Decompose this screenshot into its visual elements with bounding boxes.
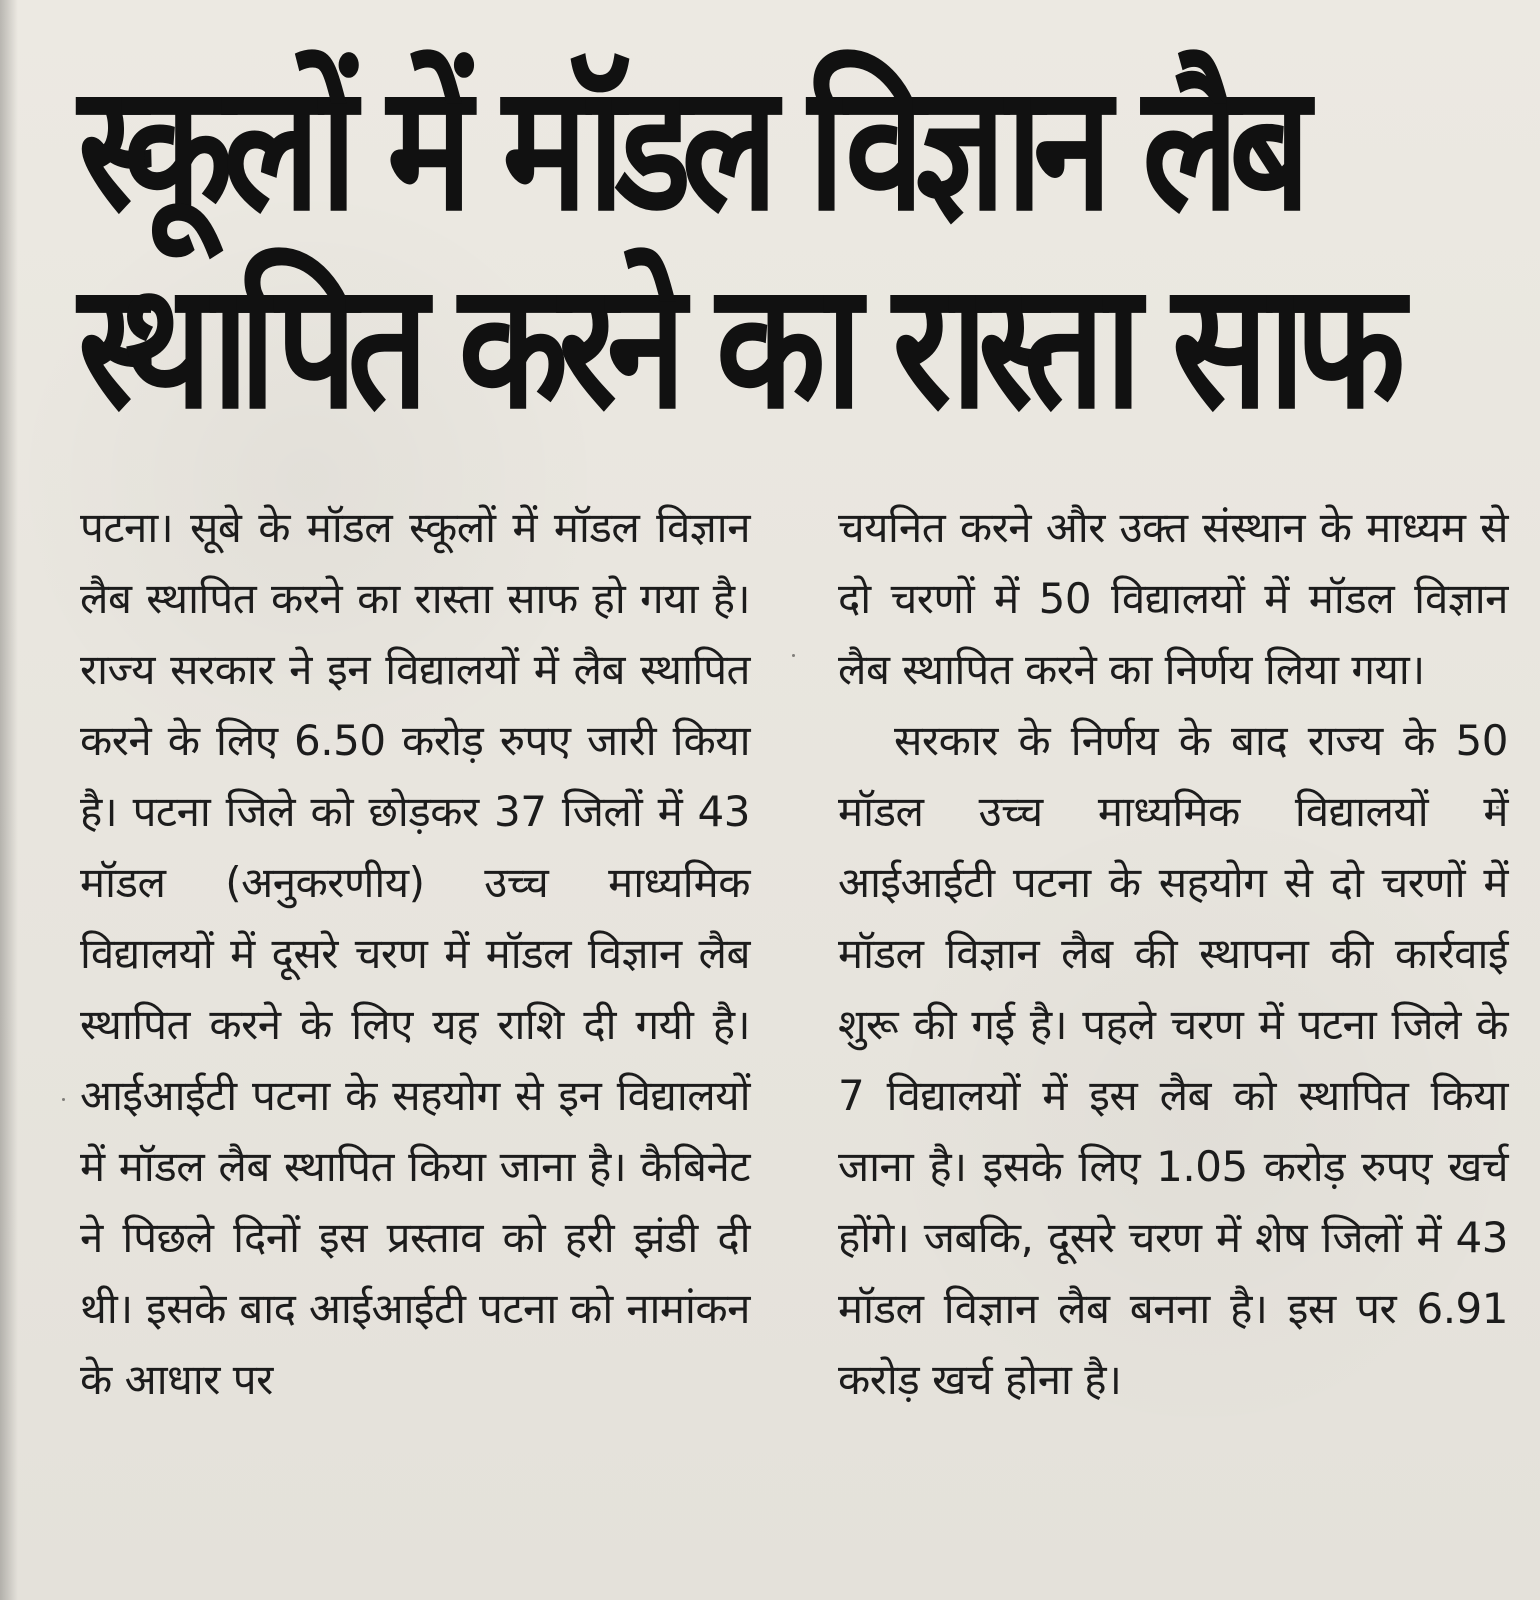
article-headline xyxy=(78,47,1396,448)
article-right-column xyxy=(838,492,1508,1415)
right-column-paragraph-1: चयनित करने और उक्त संस्थान के माध्यम से दो चरणों में 50 विद्यालयों में मॉडल विज्ञान लैब स्थापित करने का निर्णय लिया गया। xyxy=(838,503,1508,694)
scan-edge-shadow xyxy=(0,0,18,1600)
article-left-column xyxy=(80,492,750,1415)
paper-speck xyxy=(62,1098,65,1101)
right-column-paragraph-2: सरकार के निर्णय के बाद राज्य के 50 मॉडल उच्च माध्यमिक विद्यालयों में आईआईटी पटना के सहयोग से दो चरणों में मॉडल विज्ञान लैब की स्थापना की कार्रवाई शुरू की गई है। पहले चरण में पटना जिले के 7 विद्यालयों में इस लैब को स्थापित किया जाना है। इसके लिए 1.05 करोड़ रुपए खर्च होंगे। जबकि, दूसरे चरण में शेष जिलों में 43 मॉडल विज्ञान लैब बनना है। इस पर 6.91 करोड़ खर्च होना है। xyxy=(838,716,1508,1404)
paper-speck xyxy=(1496,806,1499,809)
headline-line-1: स्कूलों में मॉडल विज्ञान लैब xyxy=(78,47,1301,250)
left-column-text: पटना। सूबे के मॉडल स्कूलों में मॉडल विज्ञान लैब स्थापित करने का रास्ता साफ हो गया है। राज्य सरकार ने इन विद्यालयों में लैब स्थापित करने के लिए 6.50 करोड़ रुपए जारी किया है। पटना जिले को छोड़कर 37 जिलों में 43 मॉडल (अनुकरणीय) उच्च माध्यमिक विद्यालयों में दूसरे चरण में मॉडल विज्ञान लैब स्थापित करने के लिए यह राशि दी गयी है। आईआईटी पटना के सहयोग से इन विद्यालयों में मॉडल लैब स्थापित किया जाना है। कैबिनेट ने पिछले दिनों इस प्रस्ताव को हरी झंडी दी थी। इसके बाद आईआईटी पटना को नामांकन के आधार पर xyxy=(80,503,750,1404)
paper-speck xyxy=(792,654,795,657)
headline-line-2: स्थापित करने का रास्ता साफ xyxy=(78,245,1396,448)
